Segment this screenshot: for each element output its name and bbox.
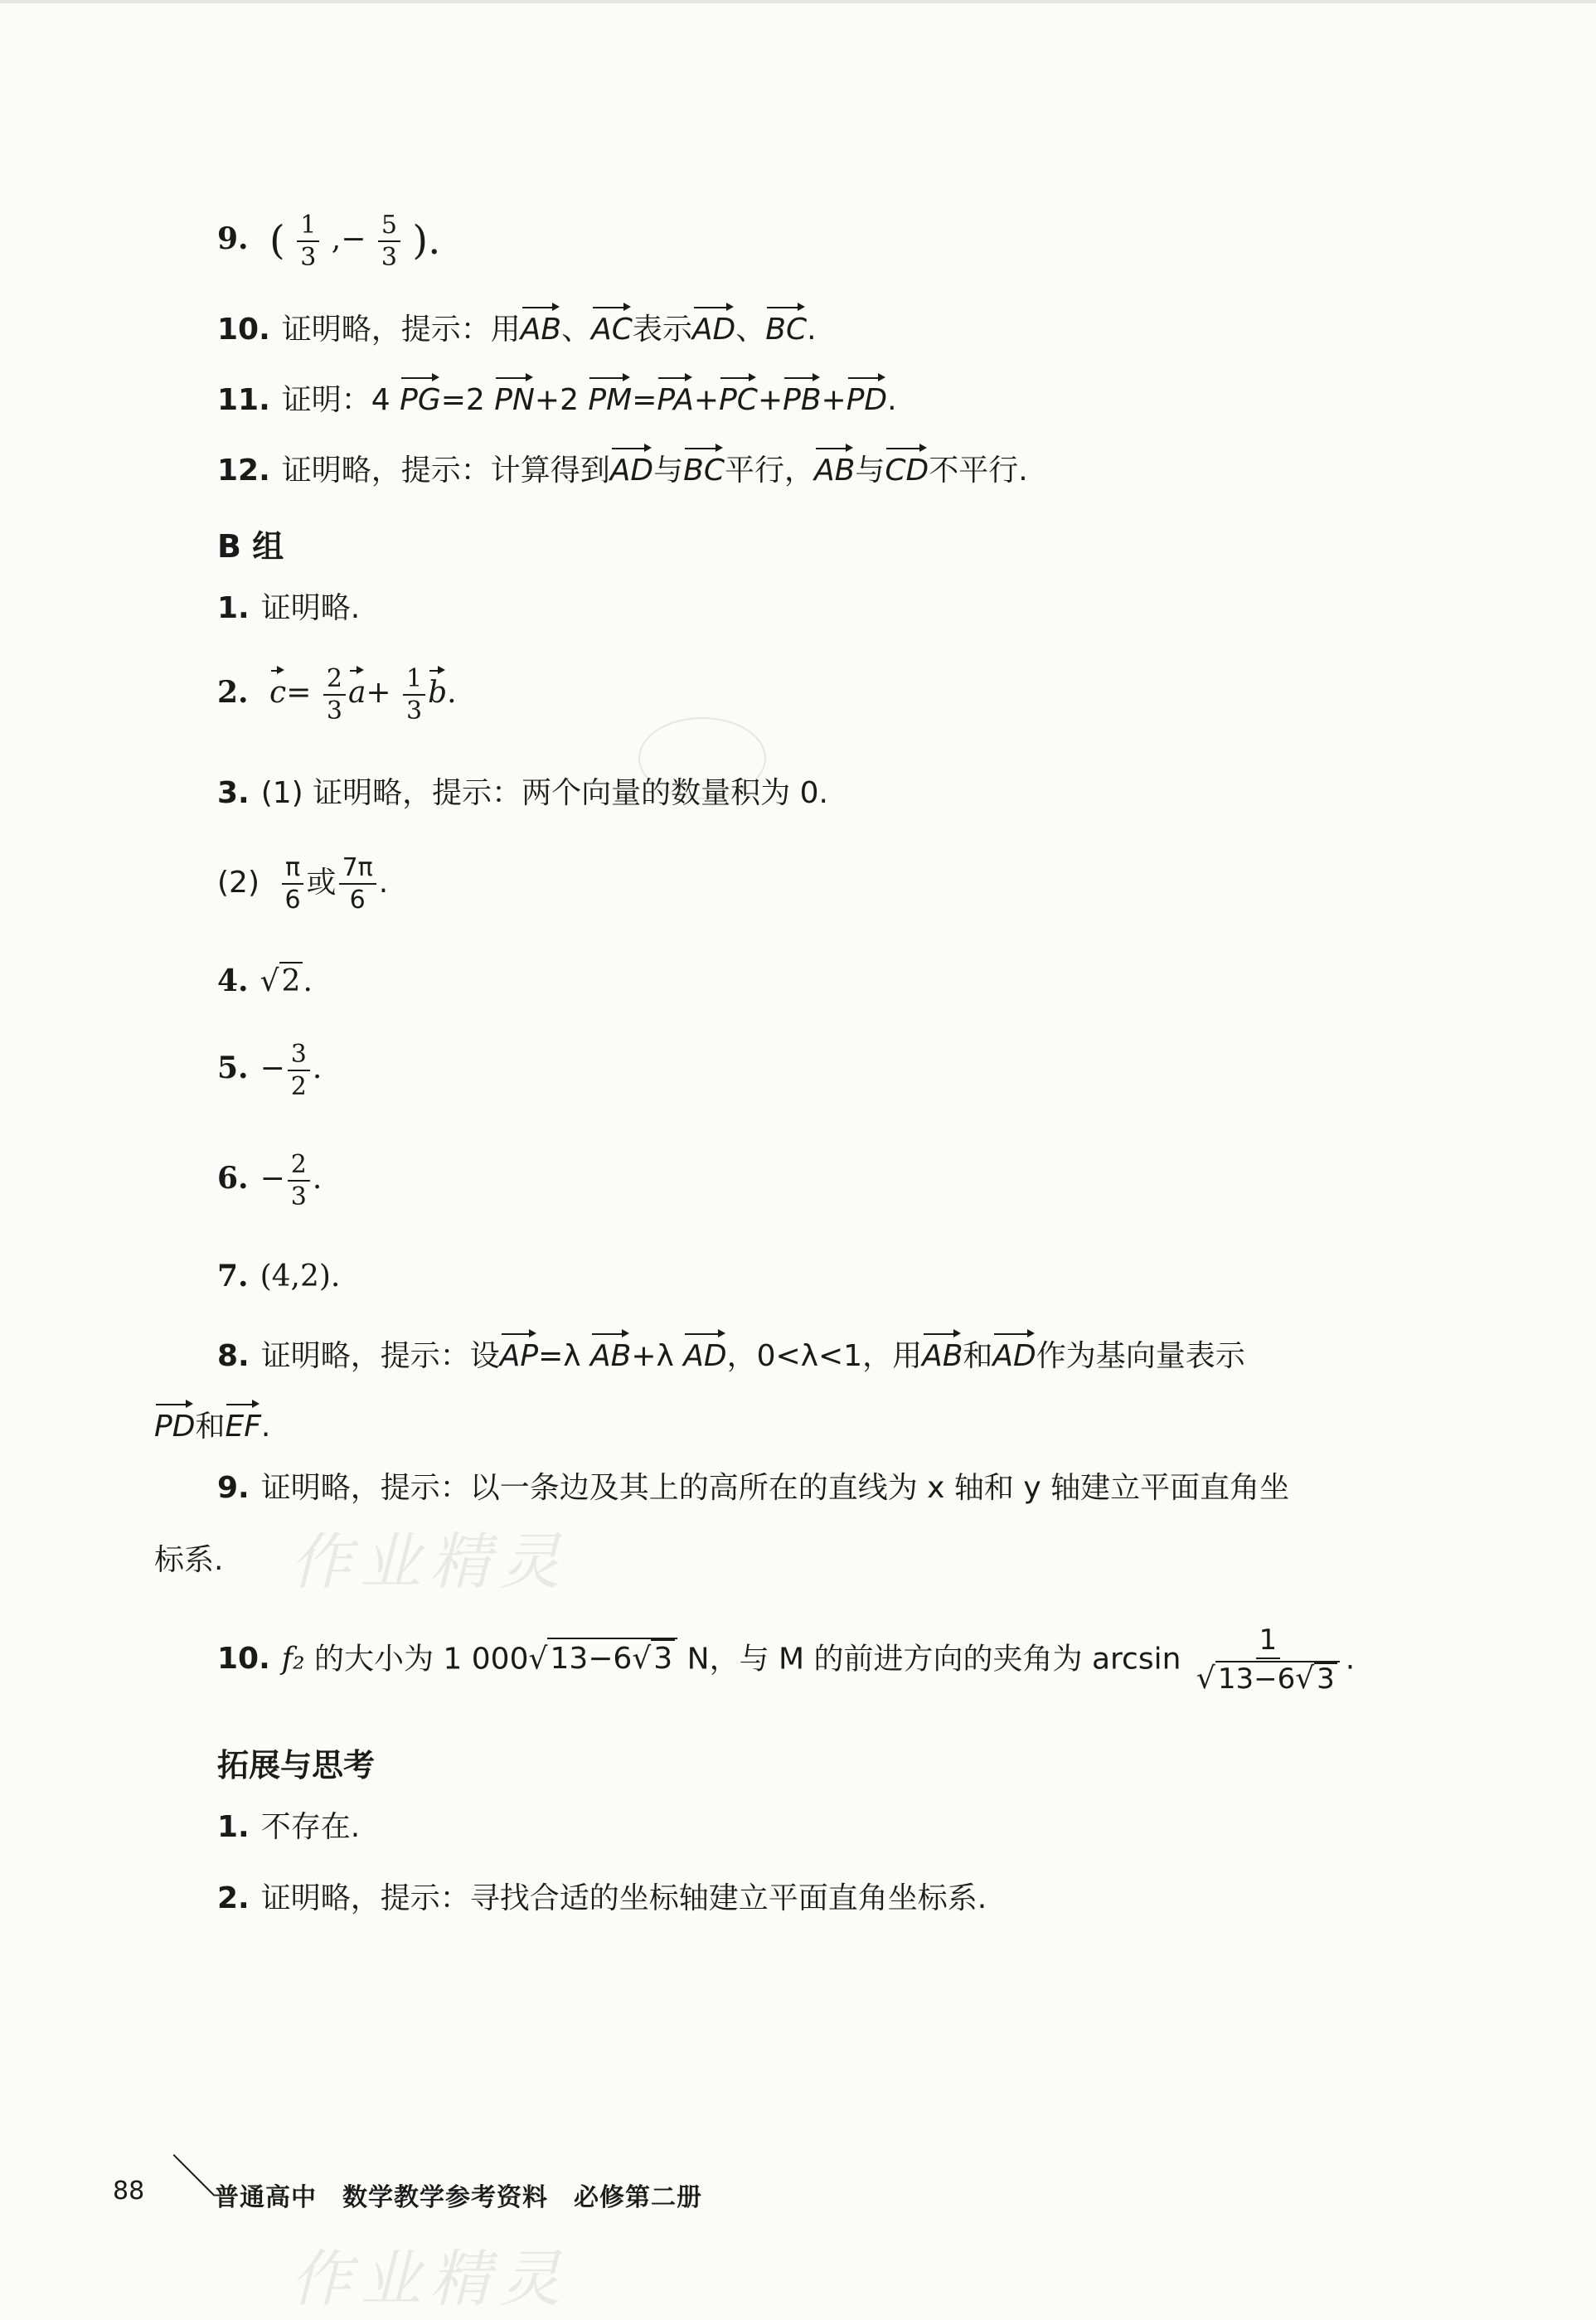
vector: AD	[683, 1327, 726, 1374]
vector: b	[428, 663, 447, 711]
vector: PD	[154, 1397, 195, 1444]
answer-a-9: 9. ( $\frac{1}{3}$ ,− $\frac{5}{3}$ ).	[217, 211, 441, 272]
vector: AD	[610, 441, 653, 488]
fraction: $\frac{\pi}{6}$	[281, 854, 303, 914]
vector: PM	[588, 371, 632, 418]
vector: a	[348, 663, 366, 711]
fraction: $\frac{7\pi}{6}$	[339, 854, 376, 914]
vector: AC	[591, 300, 633, 347]
answer-b-4: 4. √2.	[217, 963, 313, 998]
answer-b-8-cont: PD和EF.	[154, 1397, 270, 1444]
fraction: $\frac{2}{3}$	[288, 1151, 310, 1211]
answer-b-3-2: (2) $\frac{\pi}{6}$ 或 $\frac{7\pi}{6}$ .	[217, 853, 389, 915]
watermark-footer: 作业精灵	[290, 2244, 569, 2315]
answer-a-12: 12. 证明略，提示：计算得到AD与BC平行，AB与CD不平行.	[217, 441, 1028, 488]
watermark: 作业精灵	[290, 1526, 569, 1598]
vector: PC	[719, 371, 758, 418]
fraction: $\frac{3}{2}$	[288, 1041, 310, 1100]
vector: PG	[400, 371, 441, 418]
page-number: 88	[113, 2177, 145, 2206]
vector: AB	[590, 1327, 631, 1374]
vector: CD	[885, 441, 929, 488]
answer-a-11: 11. 证明：4 PG=2 PN+2 PM=PA+PC+PB+PD.	[217, 371, 897, 418]
book-title: 普通高中 数学教学参考资料 必修第二册	[214, 2183, 702, 2212]
answer-b-8: 8. 证明略，提示：设AP=λ AB+λ AD，0<λ<1，用AB和AD作为基向量表示	[217, 1327, 1245, 1374]
vector: AB	[521, 300, 561, 347]
answer-b-9: 9. 证明略，提示：以一条边及其上的高所在的直线为 x 轴和 y 轴建立平面直角坐	[217, 1471, 1290, 1505]
section-heading-b: B 组	[217, 528, 284, 565]
vector: AD	[992, 1327, 1036, 1374]
vector: PA	[657, 371, 694, 418]
answer-b-1: 1. 证明略.	[217, 591, 361, 625]
fraction: $\frac{2}{3}$	[323, 665, 346, 725]
vector: BC	[765, 300, 807, 347]
answer-ext-1: 1. 不存在.	[217, 1810, 361, 1844]
fraction: $\frac{5}{3}$	[378, 211, 400, 271]
vector: EF	[225, 1397, 260, 1444]
vector: PB	[783, 371, 821, 418]
fraction: $\frac{1}{√13-6√3}$	[1193, 1625, 1343, 1696]
vector: AB	[922, 1327, 963, 1374]
fraction: $\frac{1}{3}$	[403, 665, 425, 725]
vector: AP	[500, 1327, 538, 1374]
answer-b-9-cont: 标系.	[154, 1543, 224, 1577]
vector: c	[269, 663, 286, 711]
vector: BC	[683, 441, 725, 488]
answer-b-6: 6. − $\frac{2}{3}$ .	[217, 1150, 323, 1211]
answer-a-10: 10. 证明略，提示：用AB、AC表示AD、BC.	[217, 300, 817, 347]
vector: AB	[814, 441, 855, 488]
vector: PD	[847, 371, 887, 418]
top-rule	[0, 0, 1596, 3]
answer-b-7: 7. (4,2).	[217, 1259, 341, 1293]
answer-b-5: 5. − $\frac{3}{2}$ .	[217, 1040, 323, 1101]
fraction: $\frac{1}{3}$	[297, 211, 319, 271]
answer-b-3-1: 3. (1) 证明略，提示：两个向量的数量积为 0.	[217, 776, 828, 810]
vector: AD	[692, 300, 735, 347]
footer-divider	[173, 2154, 216, 2196]
answer-ext-2: 2. 证明略，提示：寻找合适的坐标轴建立平面直角坐标系.	[217, 1881, 987, 1915]
section-heading-extension: 拓展与思考	[217, 1747, 376, 1784]
answer-b-10: 10. f₂ 的大小为 1 000√13−6√3 N，与 M 的前进方向的夹角为 arcsin $\frac{1}{√13-6√3}$ .	[217, 1624, 1356, 1696]
vector: PN	[494, 371, 535, 418]
answer-b-2: 2. c= $\frac{2}{3}$ a+ $\frac{1}{3}$ b.	[217, 664, 457, 726]
